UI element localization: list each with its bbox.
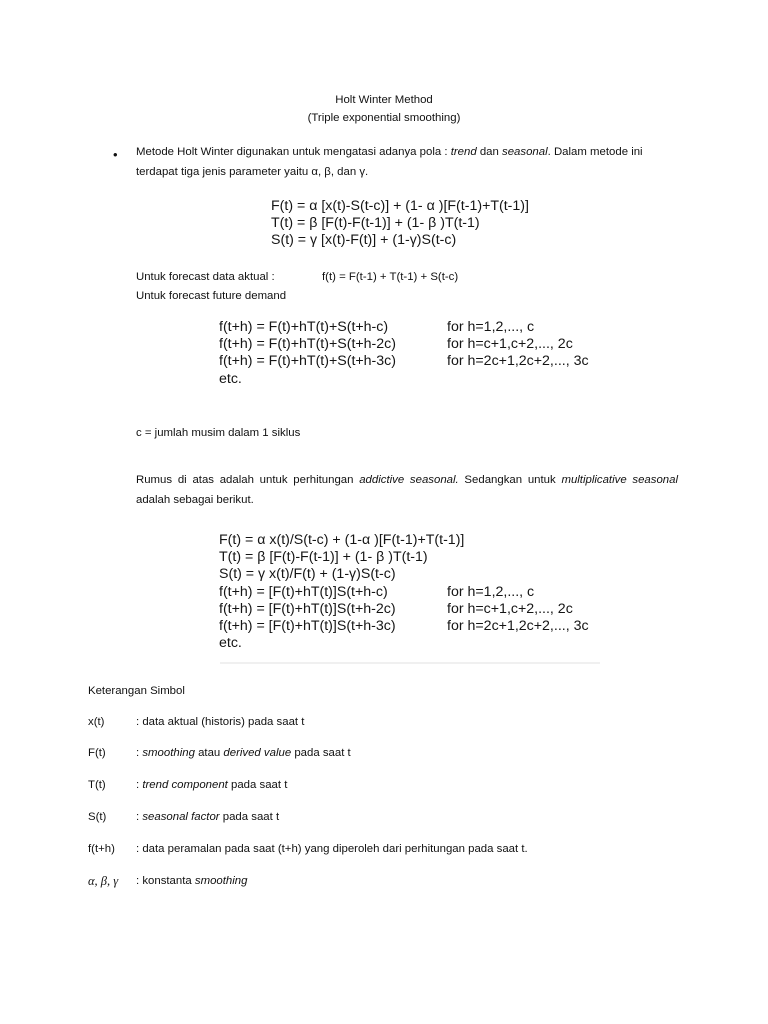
multiplicative-formula-block: [219, 532, 589, 652]
formula-row: [219, 371, 396, 388]
formula-row: [219, 583, 535, 601]
intro-paragraph: [136, 142, 681, 182]
intro-text-1: Metode Holt Winter digunakan untuk mengatasi adanya pola :: [136, 146, 451, 158]
symbol-xt: x(t): [88, 716, 105, 728]
desc-italic: derived value: [223, 747, 292, 759]
additive-formula-block: [271, 198, 529, 250]
formula-condition: for h=2c+1,2c+2,..., 3c: [447, 353, 589, 370]
formula-condition: for h=c+1,c+2,..., 2c: [447, 336, 573, 353]
formula-condition: for h=1,2,..., c: [447, 583, 535, 600]
addictive-note-paragraph: [136, 470, 678, 510]
formula-row: [219, 336, 573, 353]
desc-italic: trend component: [142, 779, 228, 791]
note-text-3: adalah sebagai berikut.: [136, 494, 254, 506]
desc-text: :: [136, 747, 143, 759]
desc-italic: smoothing: [194, 875, 248, 887]
formula-expression: f(t+h) = [F(t)+hT(t)]S(t+h-2c): [219, 600, 396, 617]
symbol-fth-description: : data peramalan pada saat (t+h) yang diperoleh dari perhitungan pada saat t.: [136, 843, 528, 855]
formula-condition: for h=1,2,..., c: [447, 319, 535, 335]
formula-row: [219, 532, 464, 549]
formula-expression: F(t) = α x(t)/S(t-c) + (1-α )[F(t-1)+T(t-1)]: [219, 532, 465, 548]
desc-text: :: [136, 779, 143, 791]
desc-text: pada saat t: [219, 811, 280, 823]
desc-text: : konstanta: [136, 875, 195, 887]
desc-italic: smoothing: [142, 747, 195, 759]
formula-row: [219, 319, 535, 336]
note-text-1: Rumus di atas adalah untuk perhitungan: [136, 474, 360, 486]
formula-expression: f(t+h) = F(t)+hT(t)+S(t+h-2c): [219, 336, 396, 353]
formula-row: [219, 635, 464, 652]
symbol-fth: f(t+h): [88, 843, 115, 855]
intro-italic-seasonal: seasonal: [502, 146, 548, 158]
formula-condition: for h=2c+1,2c+2,..., 3c: [447, 617, 589, 634]
formula-row: [219, 600, 573, 618]
formula-row: [219, 549, 464, 566]
future-formula-block: [219, 319, 589, 388]
intro-text-3: . Dalam metode ini terdapat tiga jenis parameter yaitu α, β, dan γ.: [136, 146, 643, 178]
formula-row: [219, 566, 464, 583]
desc-text: pada saat t: [227, 779, 288, 791]
symbol-Ft-description: [136, 744, 351, 763]
page-subtitle: (Triple exponential smoothing): [307, 112, 461, 124]
formula-condition: for h=c+1,c+2,..., 2c: [447, 600, 573, 617]
desc-text: atau: [194, 747, 224, 759]
symbol-xt-description: : data aktual (historis) pada saat t: [136, 716, 305, 728]
formula-expression: f(t+h) = F(t)+hT(t)+S(t+h-3c): [219, 353, 396, 370]
forecast-actual-formula: f(t) = F(t-1) + T(t-1) + S(t-c): [322, 271, 459, 283]
formula-expression: f(t+h) = [F(t)+hT(t)]S(t+h-3c): [219, 617, 396, 634]
intro-text-2: dan: [476, 146, 503, 158]
note-italic-multiplicative: multiplicative seasonal: [561, 474, 679, 486]
note-text-2: Sedangkan untuk: [458, 474, 562, 486]
symbol-greek-constants: α, β, γ: [88, 874, 119, 888]
symbol-Ft: F(t): [88, 747, 106, 759]
desc-text: pada saat t: [291, 747, 351, 759]
formula-expression: etc.: [219, 370, 242, 387]
symbol-Tt-description: [136, 776, 287, 795]
bullet-mark: •: [113, 147, 118, 162]
desc-text: :: [136, 811, 143, 823]
formula-line: S(t) = γ [x(t)-F(t)] + (1-γ)S(t-c): [271, 232, 457, 249]
forecast-actual-label: Untuk forecast data aktual :: [136, 271, 275, 283]
symbol-St-description: [136, 808, 279, 827]
note-italic-addictive: addictive seasonal.: [359, 474, 459, 486]
formula-row: [219, 617, 589, 635]
symbol-Tt: T(t): [88, 779, 106, 791]
symbol-St: S(t): [88, 811, 107, 823]
c-definition: c = jumlah musim dalam 1 siklus: [136, 427, 301, 439]
formula-line: T(t) = β [F(t)-F(t-1)] + (1- β )T(t-1): [271, 215, 480, 232]
page-title: Holt Winter Method: [335, 94, 433, 106]
formula-expression: etc.: [219, 635, 242, 652]
intro-italic-trend: trend: [450, 146, 477, 158]
formula-expression: f(t+h) = F(t)+hT(t)+S(t+h-c): [219, 319, 389, 335]
formula-expression: f(t+h) = [F(t)+hT(t)]S(t+h-c): [219, 583, 388, 600]
formula-row: [219, 353, 589, 370]
forecast-future-label: Untuk forecast future demand: [136, 290, 287, 302]
formula-line: F(t) = α [x(t)-S(t-c)] + (1- α )[F(t-1)+T(t-1)]: [271, 198, 529, 214]
symbol-greek-description: [136, 872, 247, 891]
formula-expression: S(t) = γ x(t)/F(t) + (1-γ)S(t-c): [219, 566, 396, 583]
formula-expression: T(t) = β [F(t)-F(t-1)] + (1- β )T(t-1): [219, 549, 428, 566]
legend-title: Keterangan Simbol: [88, 685, 185, 697]
scan-artifact-line: [220, 662, 600, 664]
desc-italic: seasonal factor: [142, 811, 220, 823]
